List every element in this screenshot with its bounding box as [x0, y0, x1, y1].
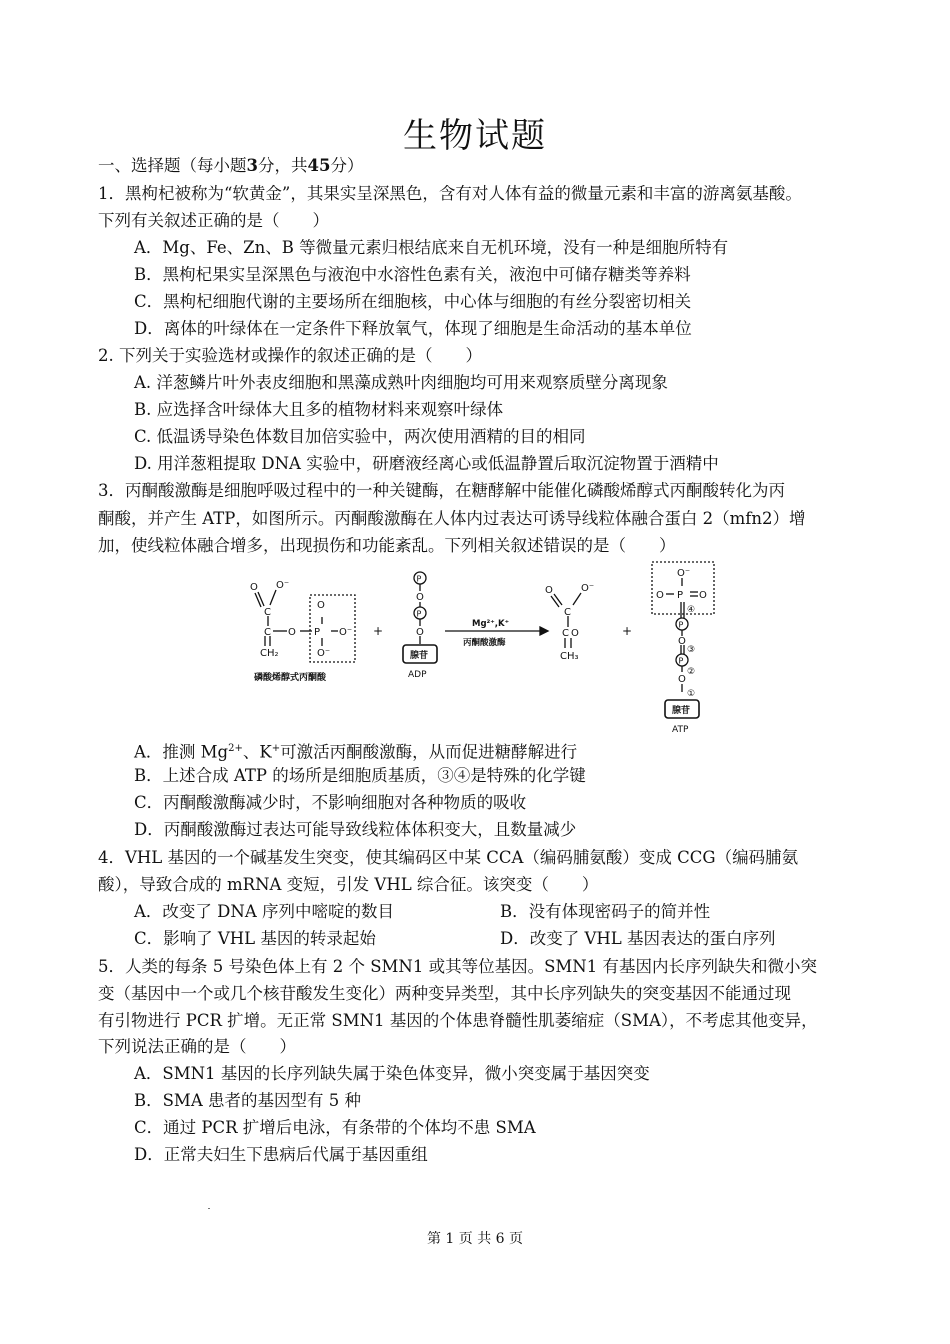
- q3-option-c: C．丙酮酸激酶减少时，不影响细胞对各种物质的吸收: [134, 793, 527, 812]
- pyr-c1: C: [564, 607, 571, 618]
- atp-o-right: O: [699, 590, 707, 601]
- adp-p2-icon: P: [416, 609, 422, 619]
- pep-o-bridge: O: [288, 627, 296, 638]
- pyr-o: O: [545, 585, 553, 596]
- pyr-c2: C: [562, 628, 569, 639]
- q3-option-a: A．推测 $Mg^{2+}$、K+可激活丙酮酸激酶，从而促进糖酵解进行: [134, 742, 578, 762]
- q5-stem-line1: 5．人类的每条 5 号染色体上有 2 个 SMN1 或其等位基因。SMN1 有基因内长序列缺失和微小突: [98, 957, 817, 976]
- section-header: 一、选择题（每小题3分，共45分）: [98, 156, 364, 175]
- pep-phos-o-top: O: [317, 600, 325, 611]
- q5-option-b: B．SMA 患者的基因型有 5 种: [134, 1091, 361, 1110]
- pep-c2: C: [264, 627, 271, 638]
- atp-o-top: O⁻: [677, 568, 691, 579]
- q2-stem: 2. 下列关于实验选材或操作的叙述正确的是（ ）: [98, 346, 482, 365]
- q5-stem-line4: 下列说法正确的是（ ）: [98, 1037, 296, 1056]
- pyruvate-kinase-diagram: [240, 560, 720, 738]
- atp-o-left: O: [656, 590, 664, 601]
- q1-option-a: A．Mg、Fe、Zn、B 等微量元素归根结底来自无机环境，没有一种是细胞所特有: [134, 238, 729, 257]
- q3-option-d: D．丙酮酸激酶过表达可能导致线粒体体积变大，且数量减少: [134, 820, 577, 839]
- q5-option-a: A．SMN1 基因的长序列缺失属于染色体变异，微小突变属于基因突变: [134, 1064, 650, 1083]
- adp-o1: O: [416, 592, 424, 603]
- atp-o-1: O: [678, 636, 686, 647]
- q2-option-c: C. 低温诱导染色体数目加倍实验中，两次使用酒精的目的相同: [134, 427, 586, 446]
- pyr-o-minus: O⁻: [581, 583, 595, 594]
- pep-phos-o-bottom: O⁻: [317, 648, 331, 659]
- plus-1: +: [373, 624, 384, 638]
- q5-stem-line3: 有引物进行 PCR 扩增。无正常 SMN1 基因的个体患脊髓性肌萎缩症（SMA），不考虑其他变异，: [98, 1011, 818, 1030]
- q1-stem-line1: 1．黑枸杞被称为“软黄金”，其果实呈深黑色，含有对人体有益的微量元素和丰富的游离氨基酸。: [98, 184, 802, 203]
- plus-2: +: [622, 624, 633, 638]
- atp-label: ATP: [672, 725, 689, 735]
- q4-stem-line1: 4．VHL 基因的一个碱基发生突变，使其编码区中某 CCA（编码脯氨酸）变成 CCG（编码脯氨: [98, 848, 799, 867]
- pyr-ch3: CH₃: [560, 651, 579, 662]
- pep-phos-p: P: [314, 627, 321, 638]
- pep-o: O: [250, 582, 258, 593]
- q2-option-b: B. 应选择含叶绿体大且多的植物材料来观察叶绿体: [134, 400, 504, 419]
- atp-p-alpha-icon: P: [678, 656, 684, 666]
- page-footer: 第 1 页 共 6 页: [426, 1231, 524, 1247]
- pep-label: 磷酸烯醇式丙酮酸: [254, 673, 327, 683]
- q4-option-b: B．没有体现密码子的简并性: [500, 902, 711, 921]
- stray-mark: [208, 1208, 210, 1209]
- atp-adenosine: 腺苷: [672, 706, 691, 716]
- adp-o2: O: [416, 627, 424, 638]
- adp-adenosine: 腺苷: [410, 651, 429, 661]
- q3-stem-line1: 3．丙酮酸激酶是细胞呼吸过程中的一种关键酶，在糖酵解中能催化磷酸烯醇式丙酮酸转化为丙: [98, 481, 785, 500]
- atp-bond-4: ④: [687, 605, 696, 615]
- adp-label: ADP: [408, 670, 427, 680]
- atp-bond-3: ③: [687, 645, 696, 655]
- q4-stem-line2: 酸），导致合成的 mRNA 变短，引发 VHL 综合征。该突变（ ）: [98, 875, 599, 894]
- q4-option-c: C．影响了 VHL 基因的转录起始: [134, 929, 376, 948]
- q2-option-a: A. 洋葱鳞片叶外表皮细胞和黑藻成熟叶肉细胞均可用来观察质壁分离现象: [134, 373, 668, 392]
- pep-phos-o-right: O⁻: [339, 627, 353, 638]
- page-title: 生物试题: [403, 116, 547, 156]
- q4-option-a: A．改变了 DNA 序列中嘧啶的数目: [134, 902, 394, 921]
- q5-option-c: C．通过 PCR 扩增后电泳，有条带的个体均不患 SMA: [134, 1118, 536, 1137]
- q5-stem-line2: 变（基因中一个或几个核苷酸发生变化）两种变异类型，其中长序列缺失的突变基因不能通过现: [98, 984, 791, 1003]
- q2-option-d: D. 用洋葱粗提取 DNA 实验中，研磨液经离心或低温静置后取沉淀物置于酒精中: [134, 454, 719, 473]
- q5-option-d: D．正常夫妇生下患病后代属于基因重组: [134, 1145, 428, 1164]
- pyr-o-double: O: [571, 628, 579, 639]
- q3-stem-line3: 加，使线粒体融合增多，出现损伤和功能紊乱。下列相关叙述错误的是（ ）: [98, 536, 676, 555]
- q1-option-d: D．离体的叶绿体在一定条件下释放氧气，体现了细胞是生命活动的基本单位: [134, 319, 692, 338]
- adp-p1-icon: P: [416, 574, 422, 584]
- atp-p-gamma: P: [677, 590, 684, 601]
- q1-stem-line2: 下列有关叙述正确的是（ ）: [98, 211, 329, 230]
- arrow-cofactor: Mg²⁺,K⁺: [472, 619, 510, 629]
- arrow-enzyme: 丙酮酸激酶: [463, 638, 506, 648]
- pep-c1: C: [264, 607, 271, 618]
- q4-option-d: D．改变了 VHL 基因表达的蛋白序列: [500, 929, 776, 948]
- pep-o-minus: O⁻: [276, 580, 290, 591]
- atp-bond-2: ②: [687, 667, 696, 677]
- atp-p-beta-icon: P: [678, 620, 684, 630]
- atp-bond-1: ①: [687, 689, 696, 699]
- q3-stem-line2: 酮酸，并产生 ATP，如图所示。丙酮酸激酶在人体内过表达可诱导线粒体融合蛋白 2（mfn2）增: [98, 509, 806, 528]
- q1-option-b: B．黑枸杞果实呈深黑色与液泡中水溶性色素有关，液泡中可储存糖类等养料: [134, 265, 691, 284]
- atp-o-2: O: [678, 674, 686, 685]
- pep-ch2: CH₂: [260, 648, 279, 659]
- q1-option-c: C．黑枸杞细胞代谢的主要场所在细胞核，中心体与细胞的有丝分裂密切相关: [134, 292, 692, 311]
- q3-option-b: B．上述合成 ATP 的场所是细胞质基质，③④是特殊的化学键: [134, 766, 586, 785]
